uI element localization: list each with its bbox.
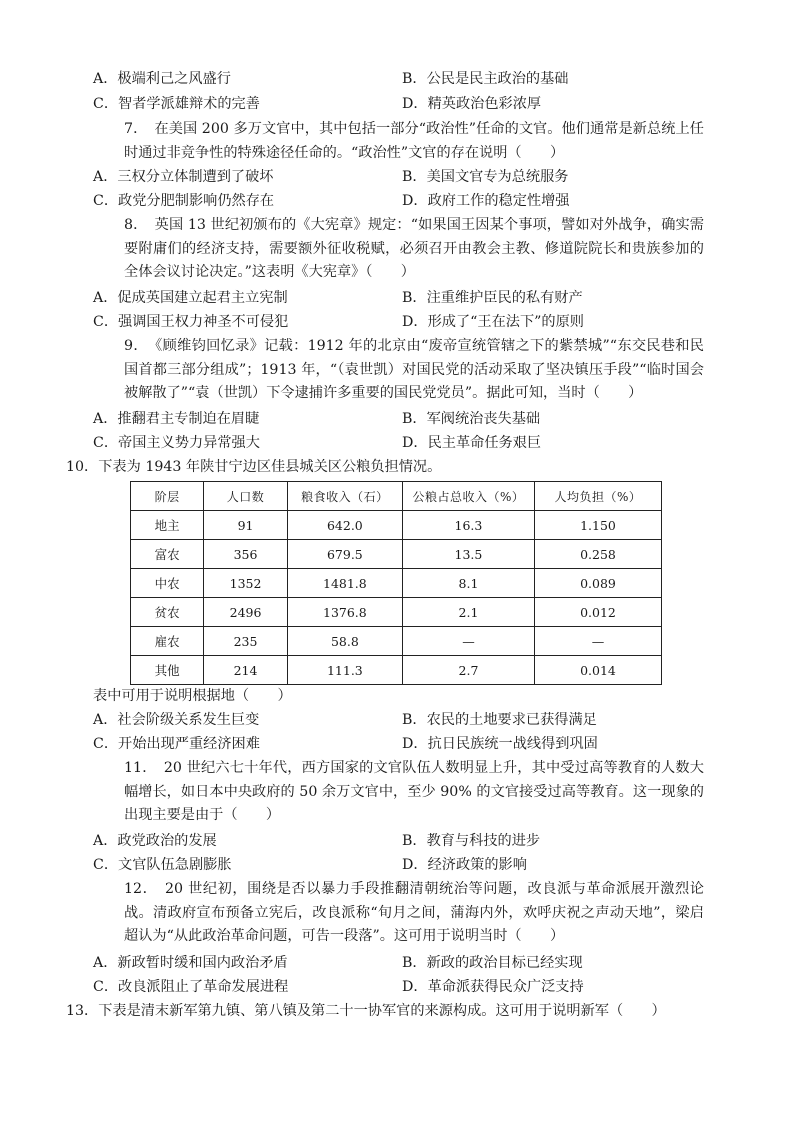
q9-option-a: A．推翻君主专制迫在眉睫 [93, 411, 260, 427]
q7-option-a: A．三权分立体制遭到了破坏 [93, 169, 274, 185]
q9-stem: 9． 《顾维钧回忆录》记载：1912 年的北京由“废帝宣统管辖之下的紫禁城”“东交民巷和民国首都三部分组成”；1913 年，“（袁世凯）对国民党的活动采取了坚决镇压手段”“临时国会被解散了”“袁（世凯）下令逮捕许多重要的国民党党员”。据此可知，当时（ ） [124, 338, 704, 401]
q11-option-a: A．政党政治的发展 [93, 833, 217, 849]
table-cell: 1481.8 [287, 569, 402, 598]
table-cell: 2496 [204, 598, 287, 627]
table-cell: — [402, 627, 534, 656]
table-cell: 214 [204, 656, 287, 685]
q7-option-d: D．政府工作的稳定性增强 [402, 193, 570, 209]
q10-option-d: D．抗日民族统一战线得到巩固 [402, 736, 598, 752]
table-cell: 1.150 [534, 511, 661, 540]
table-cell: 0.014 [534, 656, 661, 685]
q8-option-c: C．强调国王权力神圣不可侵犯 [93, 314, 289, 330]
q8-option-d: D．形成了“王在法下”的原则 [402, 314, 584, 330]
table-cell: 91 [204, 511, 287, 540]
table-cell: 0.089 [534, 569, 661, 598]
q6-option-a: A．极端利己之风盛行 [93, 71, 231, 87]
table-cell: 中农 [131, 569, 204, 598]
table-cell: 富农 [131, 540, 204, 569]
q8-stem: 8． 英国 13 世纪初颁布的《大宪章》规定：“如果国王因某个事项，譬如对外战争，确实需要附庸们的经济支持，需要额外征收税赋，必须召开由教会主教、修道院院长和贵族参加的全体会议讨论决定。”这表明《大宪章》（ ） [124, 217, 704, 280]
table-cell: 111.3 [287, 656, 402, 685]
table-cell: 1376.8 [287, 598, 402, 627]
table-row [131, 540, 662, 569]
q10-after-text: 表中可用于说明根据地（ ） [93, 688, 292, 704]
q12-option-d: D．革命派获得民众广泛支持 [402, 979, 584, 995]
q10-table [130, 481, 662, 685]
table-cell: 贫农 [131, 598, 204, 627]
table-header-cell: 人口数 [204, 482, 287, 511]
q12-option-c: C．改良派阻止了革命发展进程 [93, 979, 289, 995]
q11-option-d: D．经济政策的影响 [402, 857, 527, 873]
q7-option-b: B．美国文官专为总统服务 [402, 169, 569, 185]
table-row [131, 598, 662, 627]
table-cell: 58.8 [287, 627, 402, 656]
q10-option-c: C．开始出现严重经济困难 [93, 736, 260, 752]
q10-option-a: A．社会阶级关系发生巨变 [93, 712, 260, 728]
q10-stem: 10．下表为 1943 年陕甘宁边区佳县城关区公粮负担情况。 [66, 459, 442, 475]
q7-option-c: C．政党分肥制影响仍然存在 [93, 193, 275, 209]
table-cell: — [534, 627, 661, 656]
q12-stem: 12． 20 世纪初，围绕是否以暴力手段推翻清朝统治等问题，改良派与革命派展开激烈论战。清政府宣布预备立宪后，改良派称“旬月之间，蒲海内外，欢呼庆祝之声动天地”，梁启超认为“从此政治革命问题，可告一段落”。这可用于说明当时（ ） [124, 881, 704, 944]
table-cell: 2.1 [402, 598, 534, 627]
table-cell: 0.258 [534, 540, 661, 569]
q6-option-d: D．精英政治色彩浓厚 [402, 96, 542, 112]
q13-stem: 13．下表是清末新军第九镇、第八镇及第二十一协军官的来源构成。这可用于说明新军（ ） [66, 1003, 666, 1019]
q10-option-b: B．农民的土地要求已获得满足 [402, 712, 597, 728]
table-row [131, 511, 662, 540]
table-cell: 地主 [131, 511, 204, 540]
table-cell: 679.5 [287, 540, 402, 569]
table-cell: 1352 [204, 569, 287, 598]
q9-option-d: D．民主革命任务艰巨 [402, 435, 542, 451]
q8-option-b: B．注重维护臣民的私有财产 [402, 290, 583, 306]
table-cell: 356 [204, 540, 287, 569]
q9-option-c: C．帝国主义势力异常强大 [93, 435, 260, 451]
table-header-row [131, 482, 662, 511]
table-cell: 雇农 [131, 627, 204, 656]
table-cell: 13.5 [402, 540, 534, 569]
table-cell: 642.0 [287, 511, 402, 540]
table-header-cell: 粮食收入（石） [287, 482, 402, 511]
q12-option-b: B．新政的政治目标已经实现 [402, 955, 583, 971]
q6-option-b: B．公民是民主政治的基础 [402, 71, 569, 87]
table-cell: 8.1 [402, 569, 534, 598]
table-header-cell: 人均负担（%） [534, 482, 661, 511]
q11-option-c: C．文官队伍急剧膨胀 [93, 857, 232, 873]
q8-option-a: A．促成英国建立起君主立宪制 [93, 290, 288, 306]
table-header-cell: 公粮占总收入（%） [402, 482, 534, 511]
q9-option-b: B．军阀统治丧失基础 [402, 411, 541, 427]
table-cell: 16.3 [402, 511, 534, 540]
q12-option-a: A．新政暂时缓和国内政治矛盾 [93, 955, 288, 971]
q11-option-b: B．教育与科技的进步 [402, 833, 541, 849]
table-row [131, 627, 662, 656]
table-row [131, 569, 662, 598]
table-header-cell: 阶层 [131, 482, 204, 511]
q11-stem: 11． 20 世纪六七十年代，西方国家的文官队伍人数明显上升，其中受过高等教育的人数大幅增长，如日本中央政府的 50 余万文官中，至少 90% 的文官接受过高等教育。这一现象的出现主要是由于（ ） [124, 760, 704, 823]
table-cell: 0.012 [534, 598, 661, 627]
table-cell: 235 [204, 627, 287, 656]
table-row [131, 656, 662, 685]
table-cell: 其他 [131, 656, 204, 685]
table-cell: 2.7 [402, 656, 534, 685]
q7-stem: 7． 在美国 200 多万文官中，其中包括一部分“政治性”任命的文官。他们通常是新总统上任时通过非竞争性的特殊途径任命的。“政治性”文官的存在说明（ ） [124, 121, 704, 161]
q6-option-c: C．智者学派雄辩术的完善 [93, 96, 260, 112]
